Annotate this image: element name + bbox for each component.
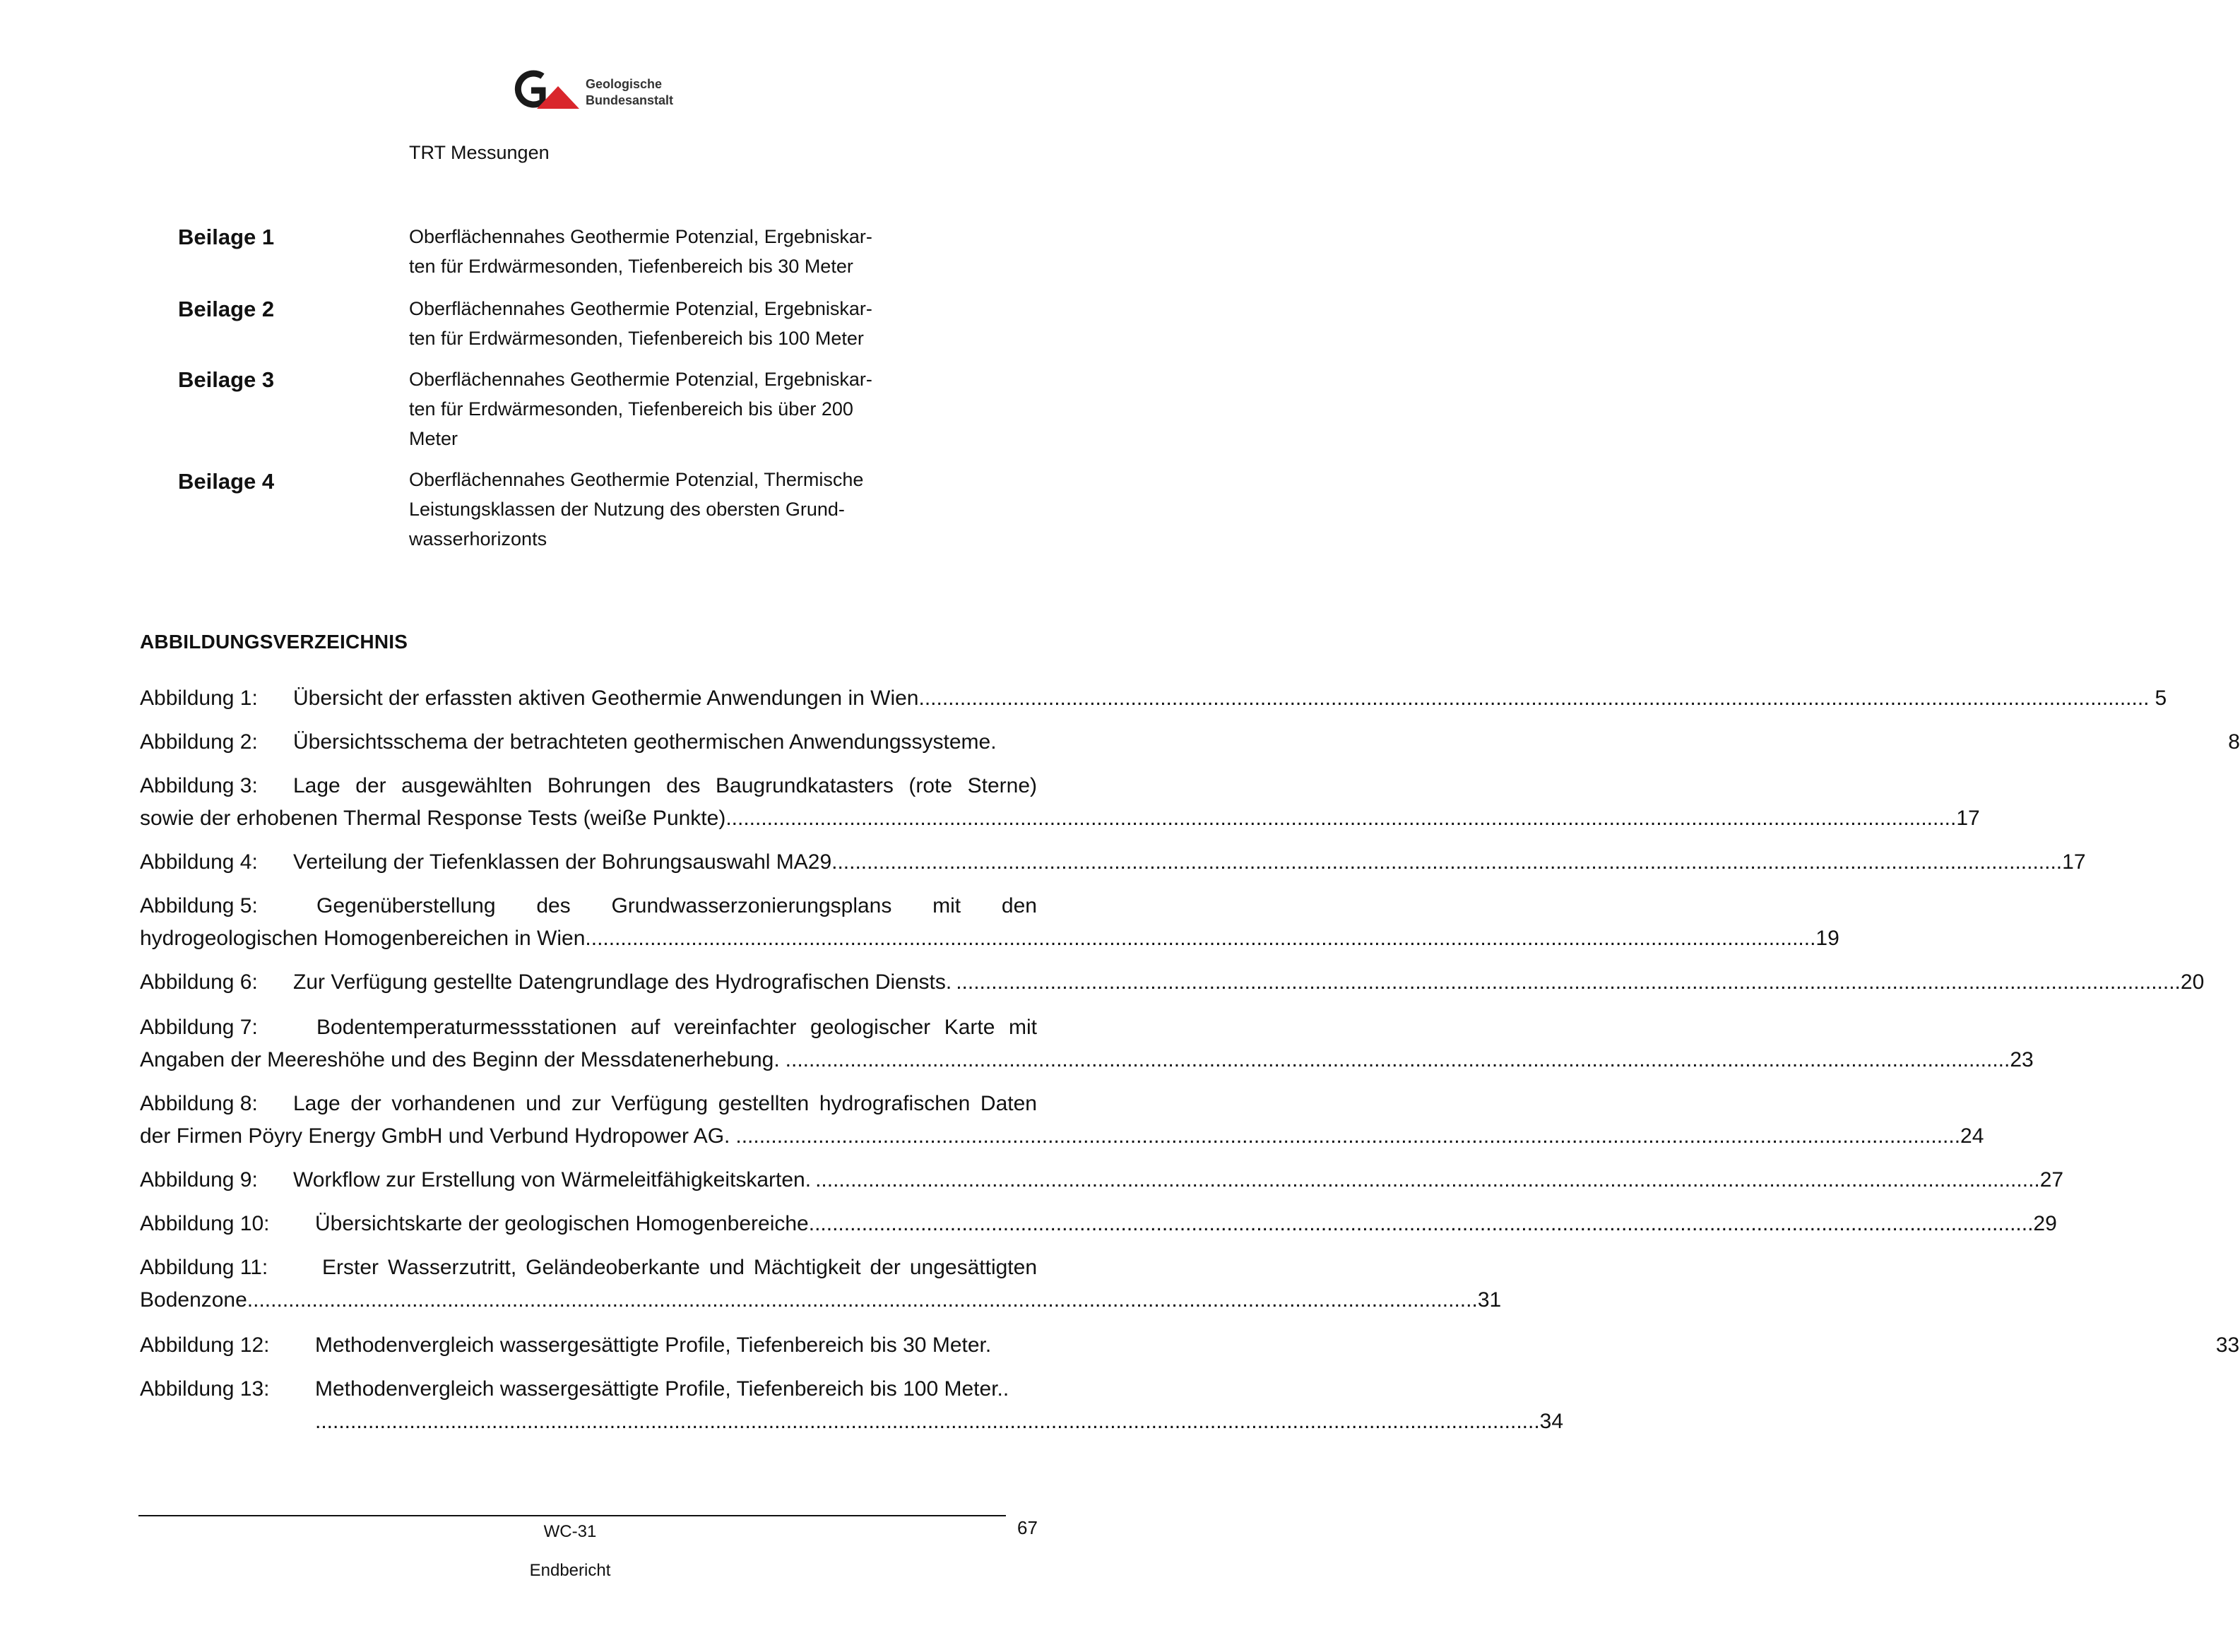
toc-page: 17 <box>2062 850 2086 874</box>
toc-leader <box>780 1044 2010 1076</box>
logo-line-1: Geologische <box>586 77 663 91</box>
toc-leader <box>837 846 2062 879</box>
toc-entry[interactable] <box>140 1208 2057 1240</box>
beilage-text-line: Leistungsklassen der Nutzung des obersten Grund- <box>409 499 845 520</box>
toc-entry[interactable] <box>140 1373 1564 1438</box>
beilage-text-line: Meter <box>409 428 458 449</box>
beilage-text-line: ten für Erdwärmesonden, Tiefenbereich bis über 200 <box>409 398 853 420</box>
toc-label: Abbildung 2: <box>140 730 258 754</box>
toc-title: Gegenüberstellung des Grundwasserzonierungsplans mit den <box>316 894 1037 917</box>
toc-entry[interactable] <box>140 1088 1984 1153</box>
toc-leader <box>315 1406 1540 1438</box>
beilage-text-line: Oberflächennahes Geothermie Potenzial, Thermische <box>409 469 864 490</box>
beilage-text-line: Oberflächennahes Geothermie Potenzial, Ergebniskar- <box>409 369 872 390</box>
toc-continuation: der Firmen Pöyry Energy GmbH und Verbund Hydropower AG. <box>140 1124 730 1148</box>
toc-page: 31 <box>1477 1288 1502 1312</box>
toc-title: Übersicht der erfassten aktiven Geothermie Anwendungen in Wien. <box>293 687 925 710</box>
toc-label: Abbildung 4: <box>140 850 258 874</box>
toc-title: Übersichtsschema der betrachteten geothermischen Anwendungssysteme. <box>293 730 997 754</box>
toc-label: Abbildung 8: <box>140 1092 258 1115</box>
toc-continuation: Angaben der Meereshöhe und des Beginn der Messdatenerhebung. <box>140 1048 780 1071</box>
toc-label: Abbildung 3: <box>140 774 258 797</box>
toc-label: Abbildung 13: <box>140 1377 270 1401</box>
toc-title: Methodenvergleich wassergesättigte Profile, Tiefenbereich bis 100 Meter.. <box>315 1377 1009 1401</box>
toc-entry[interactable] <box>140 1011 2034 1076</box>
toc-page: 17 <box>1956 807 1980 830</box>
toc-title: Übersichtskarte der geologischen Homogenbereiche <box>315 1212 809 1235</box>
logo-line-2: Bundesanstalt <box>586 93 674 107</box>
toc-page: 34 <box>1539 1410 1564 1433</box>
toc-entry[interactable] <box>140 966 2205 999</box>
beilage-text-line: Oberflächennahes Geothermie Potenzial, Ergebniskar- <box>409 226 872 247</box>
toc-leader <box>730 1120 1960 1153</box>
beilage-label: Beilage 1 <box>178 225 275 249</box>
toc-label: Abbildung 5: <box>140 894 258 917</box>
toc-entry[interactable] <box>140 890 1839 955</box>
toc-continuation: sowie der erhobenen Thermal Response Tests (weiße Punkte). <box>140 807 732 830</box>
toc-leader <box>732 802 1957 835</box>
toc-entry[interactable] <box>140 1164 2064 1196</box>
toc-entry[interactable] <box>140 770 1980 835</box>
toc-label: Abbildung 10: <box>140 1212 270 1235</box>
beilage-description <box>409 364 887 453</box>
toc-title: Erster Wasserzutritt, Geländeoberkante und Mächtigkeit der ungesättigten <box>322 1256 1037 1279</box>
toc-page: 19 <box>1815 927 1839 950</box>
toc-label: Abbildung 7: <box>140 1016 258 1039</box>
beilage-text-line: Oberflächennahes Geothermie Potenzial, Ergebniskar- <box>409 298 872 319</box>
ga-logo-icon <box>506 68 583 113</box>
toc-continuation: hydrogeologischen Homogenbereichen in Wien. <box>140 927 591 950</box>
toc-page: 27 <box>2039 1168 2064 1192</box>
toc-title: Zur Verfügung gestellte Datengrundlage des Hydrografischen Diensts. <box>293 970 952 994</box>
beilage-text-line: wasserhorizonts <box>409 528 547 549</box>
toc-leader <box>809 1208 2034 1240</box>
beilage-label: Beilage 2 <box>178 297 275 321</box>
toc-title: Bodentemperaturmessstationen auf vereinfachter geologischer Karte mit <box>316 1016 1037 1039</box>
toc-title: Verteilung der Tiefenklassen der Bohrungsauswahl MA29. <box>293 850 838 874</box>
toc-leader <box>591 922 1816 955</box>
toc-leader <box>925 682 2150 715</box>
toc-page: 29 <box>2033 1212 2057 1235</box>
beilage-description <box>409 294 887 353</box>
toc-title: Workflow zur Erstellung von Wärmeleitfähigkeitskarten. <box>293 1168 812 1192</box>
page-number: 67 <box>1017 1517 1038 1538</box>
beilage-label: Beilage 3 <box>178 367 275 392</box>
toc-label: Abbildung 1: <box>140 687 258 710</box>
document-type: Endbericht <box>529 1561 611 1580</box>
toc-label: Abbildung 9: <box>140 1168 258 1192</box>
toc-entry[interactable] <box>140 726 2240 759</box>
toc-label: Abbildung 12: <box>140 1333 270 1357</box>
toc-page: 20 <box>2180 970 2205 994</box>
toc-leader <box>811 1164 2040 1196</box>
toc-title: Lage der ausgewählten Bohrungen des Baugrundkatasters (rote Sterne) <box>293 774 1037 797</box>
toc-leader <box>952 966 2181 999</box>
beilage-text-line: ten für Erdwärmesonden, Tiefenbereich bis 100 Meter <box>409 328 864 349</box>
toc-label: Abbildung 6: <box>140 970 258 994</box>
beilage-description <box>409 222 887 281</box>
footer-rule <box>138 1515 1006 1516</box>
toc-title: Methodenvergleich wassergesättigte Profile, Tiefenbereich bis 30 Meter. <box>315 1333 992 1357</box>
footer-code: WC-31 <box>543 1522 597 1541</box>
toc-page: 8 <box>2228 730 2240 754</box>
beilage-description <box>409 465 887 554</box>
toc-page: 24 <box>1960 1124 1984 1148</box>
toc-page: 23 <box>2010 1048 2034 1071</box>
logo-wordmark <box>586 76 673 109</box>
toc-label: Abbildung 11: <box>140 1256 268 1279</box>
toc-entry[interactable] <box>140 682 2167 715</box>
running-title: TRT Messungen <box>409 142 550 163</box>
toc-continuation: Bodenzone. <box>140 1288 254 1312</box>
beilage-label: Beilage 4 <box>178 469 275 494</box>
toc-entry[interactable] <box>140 1252 1502 1317</box>
toc-leader <box>253 1284 1478 1317</box>
toc-page: 33 <box>2215 1333 2240 1357</box>
toc-title: Lage der vorhandenen und zur Verfügung gestellten hydrografischen Daten <box>293 1092 1037 1115</box>
beilage-text-line: ten für Erdwärmesonden, Tiefenbereich bis 30 Meter <box>409 256 853 277</box>
toc-page: 5 <box>2155 687 2167 710</box>
section-heading: ABBILDUNGSVERZEICHNIS <box>140 631 408 653</box>
toc-entry[interactable] <box>140 1329 2240 1362</box>
toc-entry[interactable] <box>140 846 2086 879</box>
